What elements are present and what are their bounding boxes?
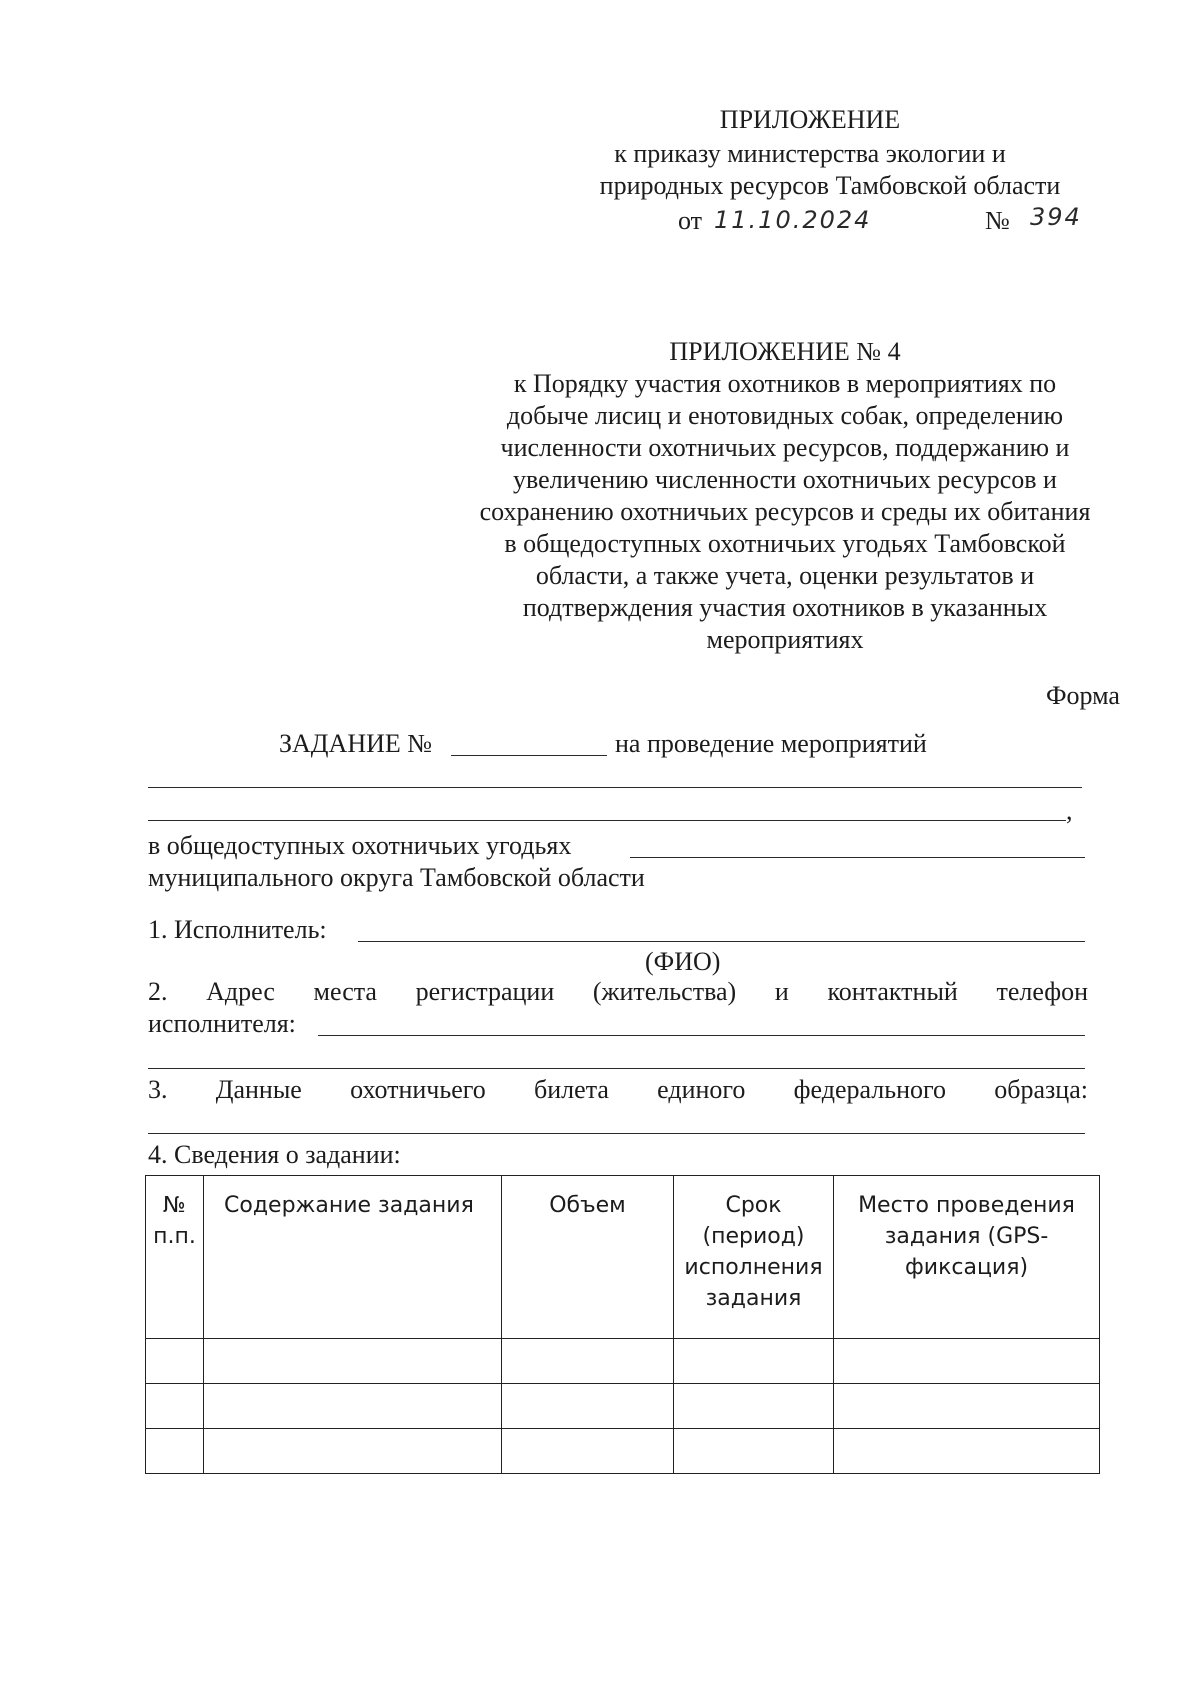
header-number: № п.п.	[146, 1176, 204, 1339]
blank-line-activities-2	[148, 820, 1066, 821]
table-row	[146, 1429, 1100, 1474]
table-cell[interactable]	[146, 1429, 204, 1474]
header-volume: Объем	[502, 1176, 674, 1339]
table-cell[interactable]	[674, 1384, 834, 1429]
task-heading-prefix: ЗАДАНИЕ №	[279, 729, 433, 758]
approval-date-handwritten: 11.10.2024	[714, 206, 872, 234]
table-row	[146, 1339, 1100, 1384]
approval-number-prefix: №	[985, 206, 1010, 235]
appendix-line-8: подтверждения участия охотников в указанных	[522, 593, 1048, 622]
table-cell[interactable]	[834, 1429, 1100, 1474]
appendix-line-6: в общедоступных охотничьих угодьях Тамбовской	[504, 529, 1066, 558]
approval-line-2: природных ресурсов Тамбовской области	[599, 171, 1061, 200]
appendix-line-7: области, а также учета, оценки результатов и	[535, 561, 1035, 590]
grounds-blank-line	[630, 857, 1085, 858]
approval-line-1: к приказу министерства экологии и	[614, 139, 1006, 168]
table-cell[interactable]	[146, 1384, 204, 1429]
task-heading-suffix: на проведение мероприятий	[615, 729, 927, 758]
appendix-line-9: мероприятиях	[706, 625, 864, 654]
task-table	[145, 1175, 1100, 1474]
grounds-label: в общедоступных охотничьих угодьях	[148, 831, 572, 860]
table-cell[interactable]	[674, 1429, 834, 1474]
address-blank-line-2	[148, 1068, 1085, 1069]
table-cell[interactable]	[502, 1339, 674, 1384]
table-cell[interactable]	[502, 1429, 674, 1474]
table-header-row	[146, 1176, 1100, 1339]
form-label: Форма	[1046, 681, 1120, 710]
table-cell[interactable]	[146, 1339, 204, 1384]
district-line: муниципального округа Тамбовской области	[148, 863, 645, 892]
trailing-comma: ,	[1066, 796, 1073, 825]
task-number-line	[451, 755, 607, 756]
table-cell[interactable]	[204, 1429, 502, 1474]
table-cell[interactable]	[204, 1384, 502, 1429]
appendix-title: ПРИЛОЖЕНИЕ № 4	[669, 337, 901, 366]
table-cell[interactable]	[204, 1339, 502, 1384]
header-task-content: Содержание задания	[204, 1176, 502, 1339]
table-cell[interactable]	[834, 1339, 1100, 1384]
fio-caption: (ФИО)	[645, 947, 721, 976]
blank-line-activities-1	[148, 787, 1082, 788]
header-location: Место проведения задания (GPS-фиксация)	[834, 1176, 1100, 1339]
task-info-label: 4. Сведения о задании:	[148, 1140, 401, 1169]
approval-title: ПРИЛОЖЕНИЕ	[719, 105, 901, 134]
ticket-blank-line	[148, 1133, 1085, 1134]
appendix-line-1: к Порядку участия охотников в мероприятиях по	[513, 369, 1057, 398]
address-label-continued: исполнителя:	[148, 1009, 296, 1038]
address-label: 2. Адрес места регистрации (жительства) и контактный телефон	[148, 977, 1088, 1006]
appendix-line-2: добыче лисиц и енотовидных собак, определению	[506, 401, 1064, 430]
appendix-line-4: увеличению численности охотничьих ресурсов и	[513, 465, 1057, 494]
address-blank-line-1	[318, 1035, 1085, 1036]
table-cell[interactable]	[674, 1339, 834, 1384]
executor-blank-line	[358, 941, 1085, 942]
table-cell[interactable]	[502, 1384, 674, 1429]
ticket-label: 3. Данные охотничьего билета единого федерального образца:	[148, 1075, 1088, 1104]
header-deadline: Срок (период) исполнения задания	[674, 1176, 834, 1339]
executor-label: 1. Исполнитель:	[148, 915, 327, 944]
table-row	[146, 1384, 1100, 1429]
table-cell[interactable]	[834, 1384, 1100, 1429]
appendix-line-5: сохранению охотничьих ресурсов и среды их обитания	[479, 497, 1091, 526]
appendix-line-3: численности охотничьих ресурсов, поддержанию и	[500, 433, 1070, 462]
approval-date-prefix: от	[678, 206, 703, 235]
approval-number-handwritten: 394	[1030, 203, 1082, 231]
